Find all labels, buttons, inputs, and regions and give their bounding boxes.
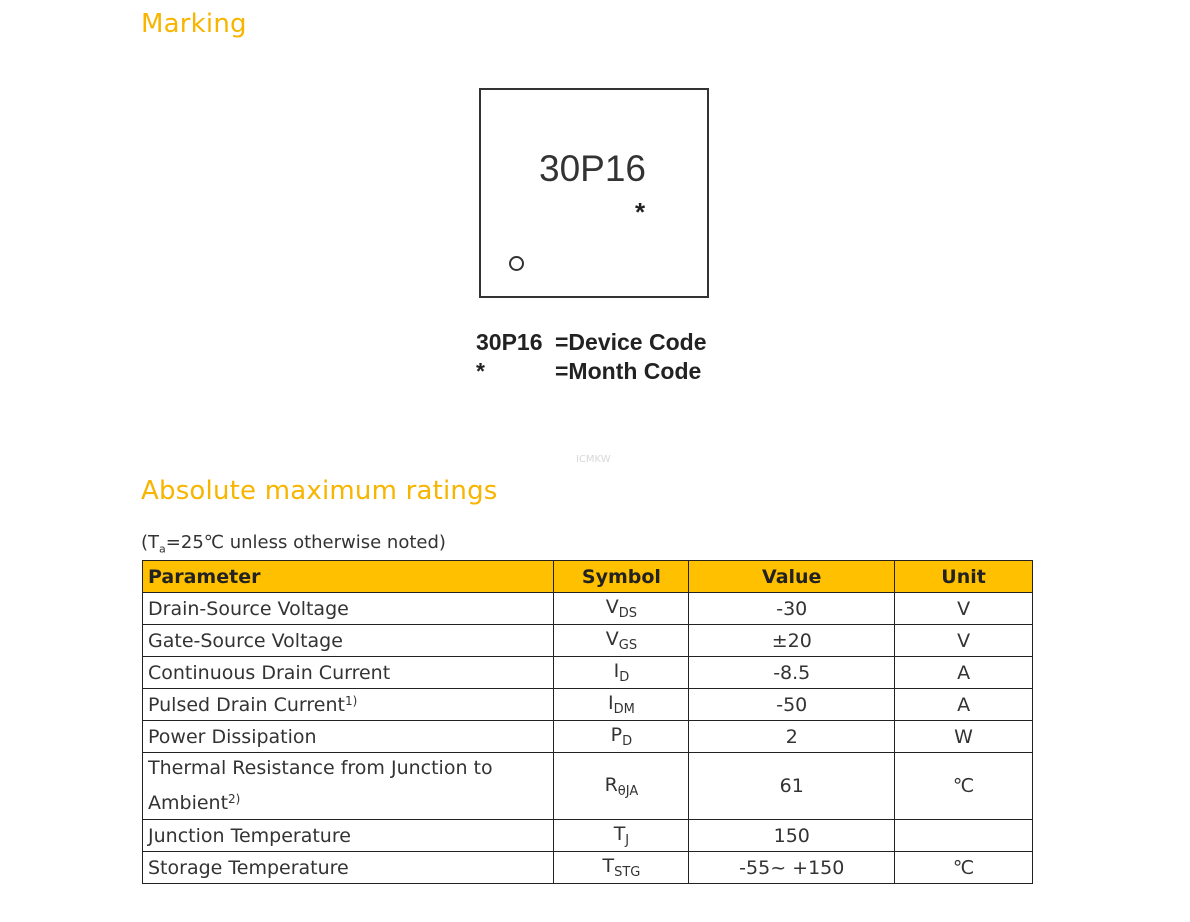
param-cell: Storage Temperature [143,852,554,884]
param-cell: Gate-Source Voltage [143,625,554,657]
symbol-cell: $R_{\theta JA}$ [554,753,689,820]
legend-key: 30P16 [476,329,543,355]
unit-cell: ℃ [895,852,1033,884]
value-cell: -55~ +150 [689,852,895,884]
symbol-cell: $P_D$ [554,721,689,753]
unit-cell [895,820,1033,852]
ratings-condition-note: ($T_a=25℃$ unless otherwise noted) [141,532,446,556]
table-row [143,625,1033,657]
header-value: Value [689,561,895,593]
symbol-cell: $T_J$ [554,820,689,852]
legend-value: =Month Code [555,358,702,384]
table-row [143,852,1033,884]
value-cell: 61 [689,753,895,820]
value-cell: -8.5 [689,657,895,689]
symbol-cell: $I_D$ [554,657,689,689]
symbol-cell: $V_{GS}$ [554,625,689,657]
unit-cell: V [895,625,1033,657]
chip-device-code: 30P16 [539,148,646,189]
param-cell: Power Dissipation [143,721,554,753]
value-cell: -30 [689,593,895,625]
watermark: ICMKW [576,454,611,465]
marking-heading: Marking [141,9,247,39]
unit-cell: A [895,689,1033,721]
table-row [143,689,1033,721]
table-row [143,657,1033,689]
symbol-cell: $T_{STG}$ [554,852,689,884]
legend-value: =Device Code [555,329,707,355]
legend-key: * [476,358,485,384]
param-cell: Continuous Drain Current [143,657,554,689]
chip-month-code-marker: * [635,197,646,227]
unit-cell: A [895,657,1033,689]
table-row [143,721,1033,753]
value-cell: -50 [689,689,895,721]
symbol-cell: $I_{DM}$ [554,689,689,721]
param-cell: Pulsed Drain Current$^{1)}$ [143,689,554,721]
param-cell: Thermal Resistance from Junction to Ambient$^{2)}$ [143,753,554,820]
symbol-cell: $V_{DS}$ [554,593,689,625]
pin1-indicator-icon [509,256,524,271]
header-parameter: Parameter [143,561,554,593]
ratings-table [142,560,1033,884]
table-row [143,820,1033,852]
chip-marking-diagram [479,88,709,298]
table-row [143,753,1033,820]
header-symbol: Symbol [554,561,689,593]
header-unit: Unit [895,561,1033,593]
value-cell: 2 [689,721,895,753]
ratings-heading: Absolute maximum ratings [141,476,498,506]
param-cell: Junction Temperature [143,820,554,852]
table-header-row [143,561,1033,593]
table-row [143,593,1033,625]
value-cell: 150 [689,820,895,852]
unit-cell: W [895,721,1033,753]
value-cell: ±20 [689,625,895,657]
unit-cell: ℃ [895,753,1033,820]
param-cell: Drain-Source Voltage [143,593,554,625]
unit-cell: V [895,593,1033,625]
